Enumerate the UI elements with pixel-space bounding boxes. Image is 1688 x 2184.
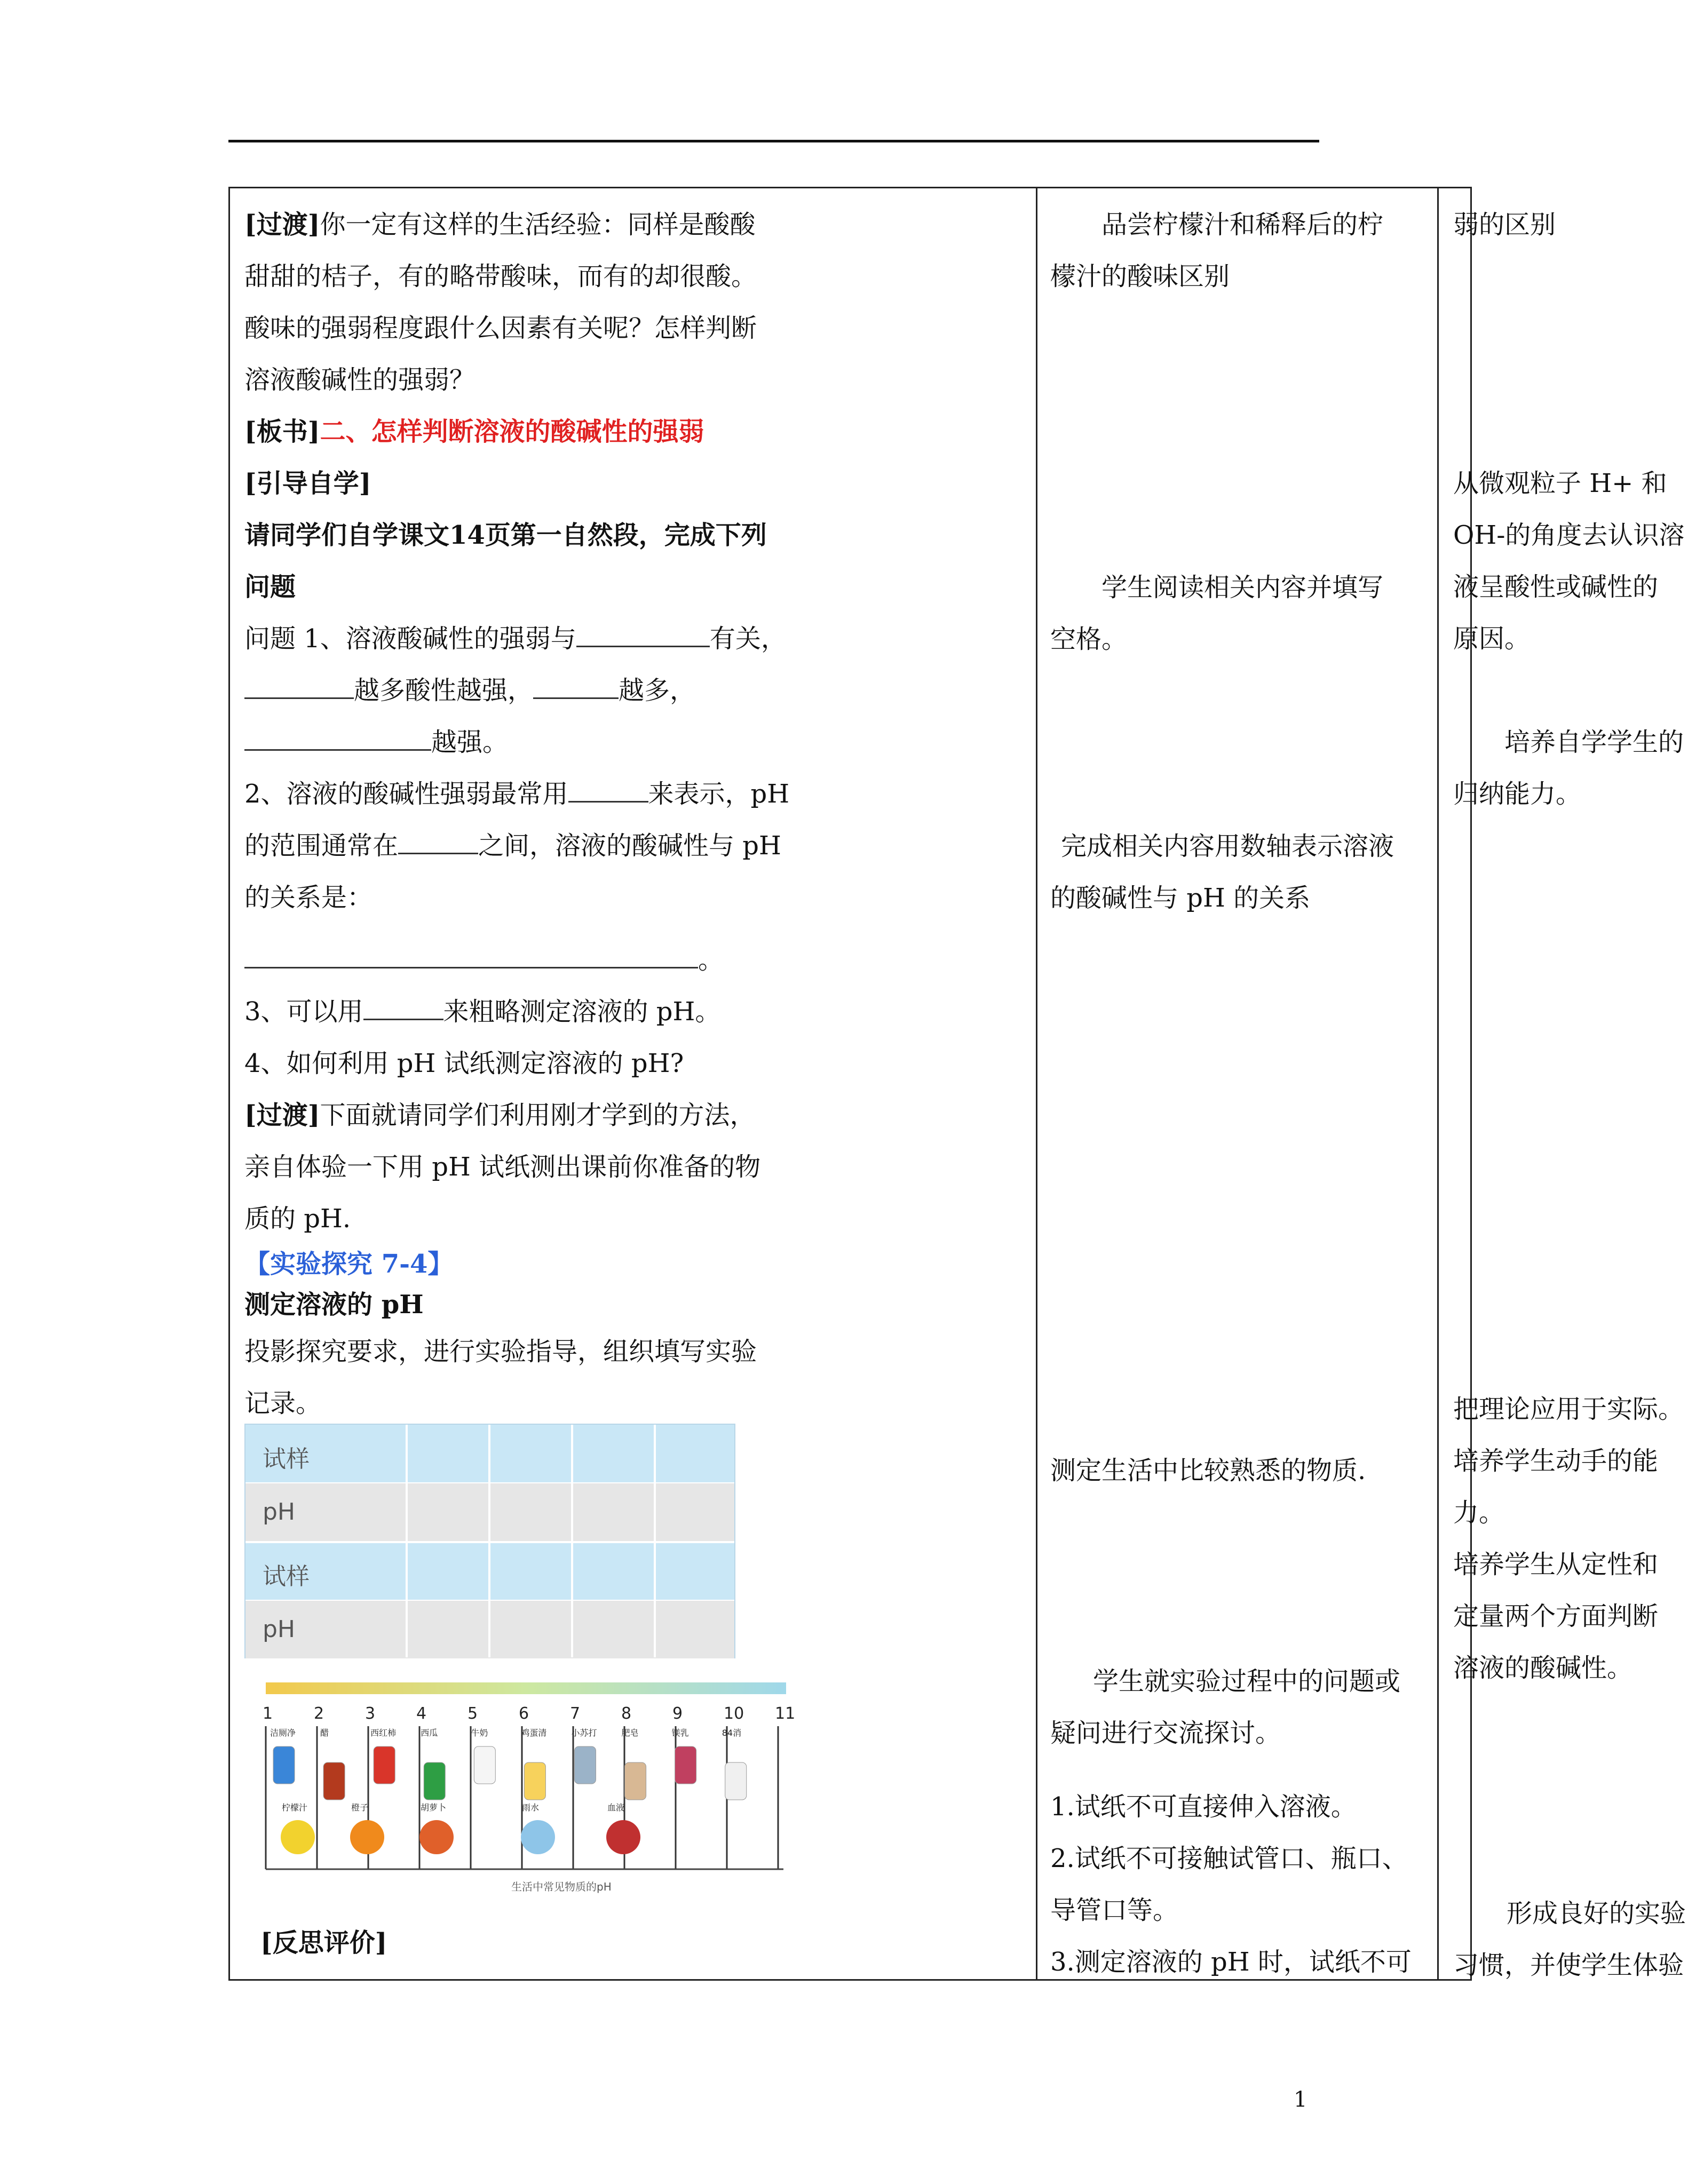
text-line: 下面就请同学们利用刚才学到的方法， — [320, 1100, 756, 1130]
design-intent-block-3 — [1453, 717, 1688, 820]
ph-item-label: 柠檬汁 — [282, 1802, 308, 1813]
student-activity-block-4 — [1050, 1445, 1443, 1497]
question-text: 4、如何利用 pH 试纸测定溶液的 pH? — [244, 1049, 684, 1078]
ph-item-icon — [675, 1746, 696, 1784]
question-text: 问题 1、溶液酸碱性的强弱与 — [244, 624, 576, 654]
page-number: 1 — [1294, 2087, 1307, 2112]
ph-item-icon — [606, 1820, 640, 1854]
ph-row: pH — [245, 1483, 734, 1543]
ph-scale-svg — [244, 1677, 796, 1901]
grid-line — [488, 1425, 490, 1657]
student-activity-block-1 — [1050, 199, 1443, 303]
fill-blank[interactable] — [568, 777, 648, 803]
text-line: 2.试纸不可接触试管口、瓶口、 — [1050, 1844, 1408, 1873]
column-divider — [1036, 188, 1037, 1979]
ph-number: 9 — [672, 1704, 683, 1723]
design-intent-block-4 — [1453, 1384, 1688, 1694]
reflect-block — [244, 1917, 1029, 1969]
text-line: 学生阅读相关内容并填写 — [1101, 573, 1384, 602]
text-line: 培养自学学生的 — [1504, 727, 1684, 757]
text-line: 酸味的强弱程度跟什么因素有关呢？怎样判断 — [244, 313, 757, 343]
ph-item-label: 镁乳 — [671, 1728, 689, 1738]
ph-item-icon — [419, 1820, 454, 1854]
ph-item-icon — [524, 1762, 545, 1800]
fill-blank[interactable] — [244, 674, 354, 699]
ph-item-label: 雨水 — [522, 1802, 540, 1813]
ph-number: 8 — [621, 1704, 632, 1723]
student-activity-block-3 — [1050, 821, 1443, 924]
ph-item-icon — [350, 1820, 384, 1854]
design-intent-block-5 — [1453, 1888, 1688, 1991]
transition-tag: [过渡] — [244, 1100, 320, 1130]
question-text: 越多酸性越强， — [354, 676, 534, 705]
reflect-tag: [反思评价] — [260, 1928, 387, 1958]
header-rule — [228, 140, 1319, 142]
guide-tag: [引导自学] — [244, 468, 371, 498]
ph-item-icon — [323, 1762, 345, 1800]
question-text: 的关系是： — [244, 883, 373, 912]
student-activity-block-5 — [1050, 1656, 1443, 1759]
ph-number: 1 — [263, 1704, 273, 1723]
ph-item-label: 醋 — [320, 1728, 329, 1738]
question-text: 有关， — [709, 624, 787, 654]
ph-item-label: 肥皂 — [621, 1728, 639, 1738]
question-text: 越强。 — [431, 727, 509, 757]
ph-number: 10 — [724, 1704, 744, 1723]
text-line: 把理论应用于实际。 — [1453, 1394, 1684, 1424]
ph-item-label: 牛奶 — [471, 1728, 488, 1738]
ph-item-icon — [474, 1746, 495, 1784]
fill-blank[interactable] — [533, 674, 619, 699]
text-line: 完成相关内容用数轴表示溶液 — [1061, 831, 1394, 861]
text-line: 1.试纸不可直接伸入溶液。 — [1050, 1792, 1357, 1822]
grid-line — [406, 1425, 408, 1657]
student-activity-block-2 — [1050, 562, 1443, 665]
text-line: 你一定有这样的生活经验：同样是酸酸 — [320, 210, 756, 240]
text-line: 形成良好的实验 — [1507, 1899, 1686, 1928]
ph-item-icon — [725, 1762, 747, 1800]
question-text: 3、可以用 — [244, 997, 363, 1027]
ph-item-label: 84消 — [722, 1728, 742, 1738]
ph-number: 6 — [519, 1704, 529, 1723]
teacher-activity-column — [244, 199, 1029, 1429]
design-intent-block-2 — [1453, 458, 1688, 665]
text-line: 力。 — [1453, 1498, 1505, 1528]
ph-item-label: 西红柿 — [370, 1728, 397, 1738]
text-line: 投影探究要求，进行实验指导，组织填写实验 — [244, 1337, 757, 1367]
experiment-title: 【实验探究 7-4】 — [244, 1249, 454, 1279]
board-title: 二、怎样判断溶液的酸碱性的强弱 — [320, 417, 704, 447]
text-line: 导管口等。 — [1050, 1895, 1179, 1925]
guide-text: 问题 — [244, 572, 296, 602]
ph-item-icon — [521, 1820, 555, 1854]
fill-blank[interactable] — [244, 943, 698, 968]
experiment-subtitle: 测定溶液的 pH — [244, 1290, 424, 1320]
ph-number: 3 — [365, 1704, 376, 1723]
text-line: 品尝柠檬汁和稀释后的柠 — [1101, 210, 1384, 240]
fill-blank[interactable] — [363, 995, 443, 1020]
ph-number: 7 — [570, 1704, 581, 1723]
sample-record-table — [244, 1424, 735, 1658]
text-line: 疑问进行交流探讨。 — [1050, 1718, 1281, 1748]
text-line: 从微观粒子 H+ 和 — [1453, 468, 1667, 498]
guide-text: 请同学们自学课文14页第一自然段，完成下列 — [244, 520, 767, 550]
grid-line — [571, 1425, 573, 1657]
text-line: 习惯，并使学生体验 — [1453, 1950, 1684, 1980]
text-line: 质的 pH. — [244, 1204, 351, 1234]
design-intent-block-1 — [1453, 199, 1688, 251]
text-line: OH-的角度去认识溶 — [1453, 520, 1685, 550]
question-text: 来表示，pH — [648, 779, 790, 809]
text-line: 归纳能力。 — [1453, 779, 1582, 809]
fill-blank[interactable] — [576, 622, 710, 647]
ph-number: 2 — [314, 1704, 324, 1723]
text-line: 溶液的酸碱性。 — [1453, 1653, 1633, 1683]
ph-item-icon — [424, 1762, 445, 1800]
question-text: 越多， — [619, 676, 696, 705]
text-line: 亲自体验一下用 pH 试纸测出课前你准备的物 — [244, 1152, 761, 1182]
board-tag: [板书] — [244, 417, 320, 447]
text-line: 空格。 — [1050, 624, 1128, 654]
text-line: 液呈酸性或碱性的 — [1453, 572, 1659, 602]
ph-item-icon — [574, 1746, 596, 1784]
text-line: 原因。 — [1453, 624, 1531, 654]
ph-caption: 生活中常见物质的pH — [511, 1880, 612, 1893]
ph-number: 4 — [416, 1704, 427, 1723]
ph-item-label: 小苏打 — [571, 1728, 597, 1738]
text-line: 记录。 — [244, 1388, 322, 1418]
ph-number: 11 — [775, 1704, 796, 1723]
ph-number: 5 — [467, 1704, 478, 1723]
question-text: 的范围通常在 — [244, 831, 399, 861]
fill-blank[interactable] — [398, 829, 478, 854]
grid-line — [654, 1425, 656, 1657]
text-line: 测定生活中比较熟悉的物质. — [1050, 1456, 1366, 1486]
ph-item-icon — [273, 1746, 295, 1784]
text-line: 溶液酸碱性的强弱？ — [244, 365, 476, 395]
text-line: 的酸碱性与 pH 的关系 — [1050, 883, 1311, 913]
ph-item-label: 胡萝卜 — [421, 1802, 447, 1813]
question-text: 。 — [698, 945, 724, 975]
text-line: 檬汁的酸味区别 — [1050, 261, 1230, 291]
text-line: 弱的区别 — [1453, 210, 1556, 240]
student-activity-block-6 — [1050, 1781, 1443, 1988]
question-text: 之间，溶液的酸碱性与 pH — [478, 831, 781, 861]
ph-row: pH — [245, 1601, 734, 1658]
fill-blank[interactable] — [244, 726, 431, 751]
ph-item-label: 洁厕净 — [270, 1728, 296, 1738]
ph-item-icon — [374, 1746, 395, 1784]
text-line: 学生就实验过程中的问题或 — [1093, 1666, 1401, 1696]
text-line: 甜甜的桔子，有的略带酸味，而有的却很酸。 — [244, 261, 757, 291]
text-line: 培养学生动手的能 — [1453, 1446, 1659, 1476]
ph-item-icon — [281, 1820, 315, 1854]
ph-item-label: 血液 — [607, 1802, 625, 1813]
ph-scale-image — [244, 1677, 796, 1901]
transition-tag: [过渡] — [244, 210, 320, 240]
ph-item-label: 西瓜 — [421, 1728, 438, 1738]
ph-item-label: 橙子 — [351, 1802, 369, 1813]
ph-item-icon — [625, 1762, 646, 1800]
question-text: 来粗略测定溶液的 pH。 — [443, 997, 721, 1027]
sample-row: 试样 — [245, 1425, 734, 1484]
sample-row: 试样 — [245, 1542, 734, 1602]
text-line: 定量两个方面判断 — [1453, 1601, 1659, 1631]
text-line: 培养学生从定性和 — [1453, 1550, 1659, 1579]
ph-item-label: 鸡蛋清 — [521, 1728, 547, 1738]
lesson-table — [228, 187, 1686, 1981]
text-line: 3.测定溶液的 pH 时，试纸不可 — [1050, 1947, 1412, 1977]
question-text: 2、溶液的酸碱性强弱最常用 — [244, 779, 568, 809]
